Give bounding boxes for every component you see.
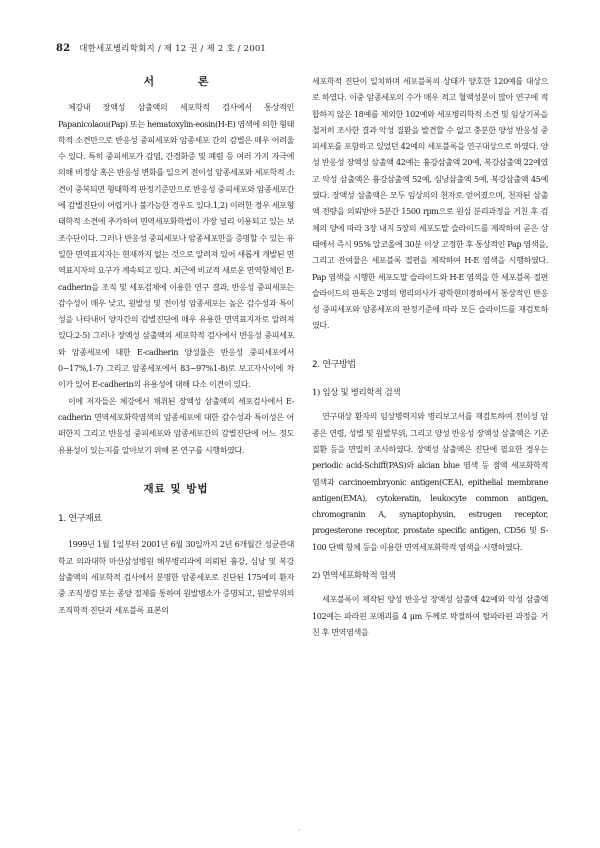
materials-paragraph: 1999년 1월 1일부터 2001년 6월 30일까지 2년 6개월간 성균관대학교 의과대학 마산삼성병원 해부병리과에 의뢰된 흉강, 심낭 및 복강 삼출액의 세포학적 검사에서 분명한 암종세포로 진단된 175예의 환자 중 조직생검 또는 종양 절제를 통하여 원발병소가 증명되고, 원발부위의 조직학적 진단과 세포블록 표본의 [58, 540, 294, 615]
clinical-review-heading: 1) 임상 및 병리학적 검색 [312, 388, 401, 399]
page-footer-mark: · [298, 826, 301, 835]
materials-paragraph-continued: 세포학적 진단이 일치하며 세포블록의 상태가 양호한 120예를 대상으로 하였다. 이중 암종세포의 수가 매우 적고 혈액성분이 많아 연구에 적합하지 않은 18예를 제외한 102예와 세포병리학적 소견 및 임상기록을 철저히 조사한 결과 악성 질환을 발견할 수 없고 충분한 양성 반응성 중피세포를 포함하고 있었던 42예의 세포블록을 연구대상으로 하였다. 양성 반응성 장액성 삼출액 42예는 흉강삼출액 20예, 복강삼출액 22예였고 악성 삼출액은 흉강삼출액 52예, 심낭삼출액 5예, 복강삼출액 45예였다. 장액성 삼출액은 모두 임상의의 천자로 얻어졌으며, 천자된 삼출액 전량을 의뢰받아 5분간 1500 rpm으로 원심 분리과정을 거친 후 검체의 양에 따라 3장 내지 5장의 세포도말 슬라이드를 제작하여 곧은 상태에서 즉시 95% 알코올에 30분 이상 고정한 후 통상적인 Pap 염색을, 그리고 잔여물은 세포블록 절편을 제작하여 H-E 염색을 시행하였다. Pap 염색을 시행한 세포도말 슬라이드와 H-E 염색을 한 세포블록 절편 슬라이드의 판독은 2명의 병리의사가 광학현미경하에서 통상적인 반응성 중피세포와 암종세포의 판정기준에 따라 모든 슬라이드를 재검토하였다. [312, 77, 548, 331]
intro-paragraph-2: 이에 저자들은 체강에서 채취된 장액성 삼출액의 세포검사에서 E-cadherin 면역세포화학염색의 암종세포에 대한 감수성과 특이성은 어떠한지 그리고 반응성 중피세포와 암종세포간의 감별진단에 어느 정도 유용성이 있는지를 알아보기 위해 본 연구를 시행하였다. [58, 396, 294, 455]
intro-paragraph-1: 체강내 장액성 삼출액의 세포학적 검사에서 통상적인 Papanicolaou(Pap) 또는 hematoxylin-eosin(H-E) 염색에 의한 형태학적 소견만으로 반응성 중피세포와 암종세포 간의 감별은 매우 어려울 수 있다. 특히 중피세포가 감염, 간경화증 및 폐렴 등 여러 가지 자극에 의해 비정상 혹은 반응성 변화를 일으켜 전이성 암종세포와 세포학적 소견이 중복되면 형태학적 판정기준만으로 반응성 중피세포와 암종세포간에 감별진단이 어렵거나 불가능한 경우도 있다.1,2) 이러한 경우 세포형태학적 소견에 추가하여 면역세포화학법이 가장 널리 이용되고 있는 보조수단이다. 그러나 반응성 중피세포나 암종세포만을 증명할 수 있는 유일한 면역표지자는 현재까지 없는 것으로 알려져 있어 새롭게 개발된 면역표지자의 요구가 계속되고 있다. 최근에 비교적 새로운 면역항체인 E-cadherin을 조직 및 세포검체에 이용한 연구 결과, 반응성 중피세포는 감수성이 매우 낮고, 원발성 및 전이성 암종세포는 높은 감수성과 특이성을 나타내어 양자간의 감별진단에 매우 유용한 면역표지자로 알려져 있다.2-5) 그러나 장액성 삼출액의 세포학적 검사에서 반응성 중피세포와 암종세포에 대한 E-cadherin 양성율은 반응성 중피세포에서 0~17%,1-7) 그리고 암종세포에서 83~97%1-8)로 보고자사이에 차이가 있어 E-cadherin의 유용성에 대해 다소 이견이 있다. [58, 103, 294, 390]
methods-subheading: 2. 연구방법 [312, 359, 356, 370]
immunostaining-paragraph: 세포블록이 제작된 양성 반응성 장액성 삼출액 42예와 악성 삼출액 102예는 파라핀 포매괴를 4 μm 두께로 박절하여 탈파라핀 과정을 거친 후 면역염색을 [312, 595, 548, 637]
clinical-review-paragraph: 연구대상 환자의 임상병력지와 병리보고서를 재검토하여 전이성 암종은 연령, 성별 및 원발부위, 그리고 양성 반응성 장액성 삼출액은 기존 질환 등을 면밀히 조사하였다. 장액성 삼출액은 진단에 필요한 경우는 periodic acid-Schiff(PAS)와 alcian blue 염색 등 점액 세포화학적 염색과 carcinoembryonic antigen(CEA), epithelial membrane antigen(EMA), cytokeratin, leukocyte common antigen, chromogranin A, synaptophysin, estrogen receptor, progesterone receptor, prostate specific antigen, CD56 및 S-100 단백 항체 등을 이용한 면역세포화학적 염색을 시행하였다. [312, 412, 548, 552]
intro-heading: 서 론 [143, 75, 229, 88]
left-column [58, 74, 294, 619]
page-number: 82 [56, 43, 71, 54]
materials-heading: 1. 연구재료 [58, 514, 102, 525]
methods-heading: 재료 및 방법 [143, 482, 209, 495]
journal-citation: 대한세포병리학회지 / 제 12 권 / 제 2 호 / 2001 [79, 44, 267, 54]
running-header [56, 42, 536, 54]
right-column [312, 74, 548, 641]
immunostaining-heading: 2) 면역세포화학적 염색 [312, 571, 396, 582]
